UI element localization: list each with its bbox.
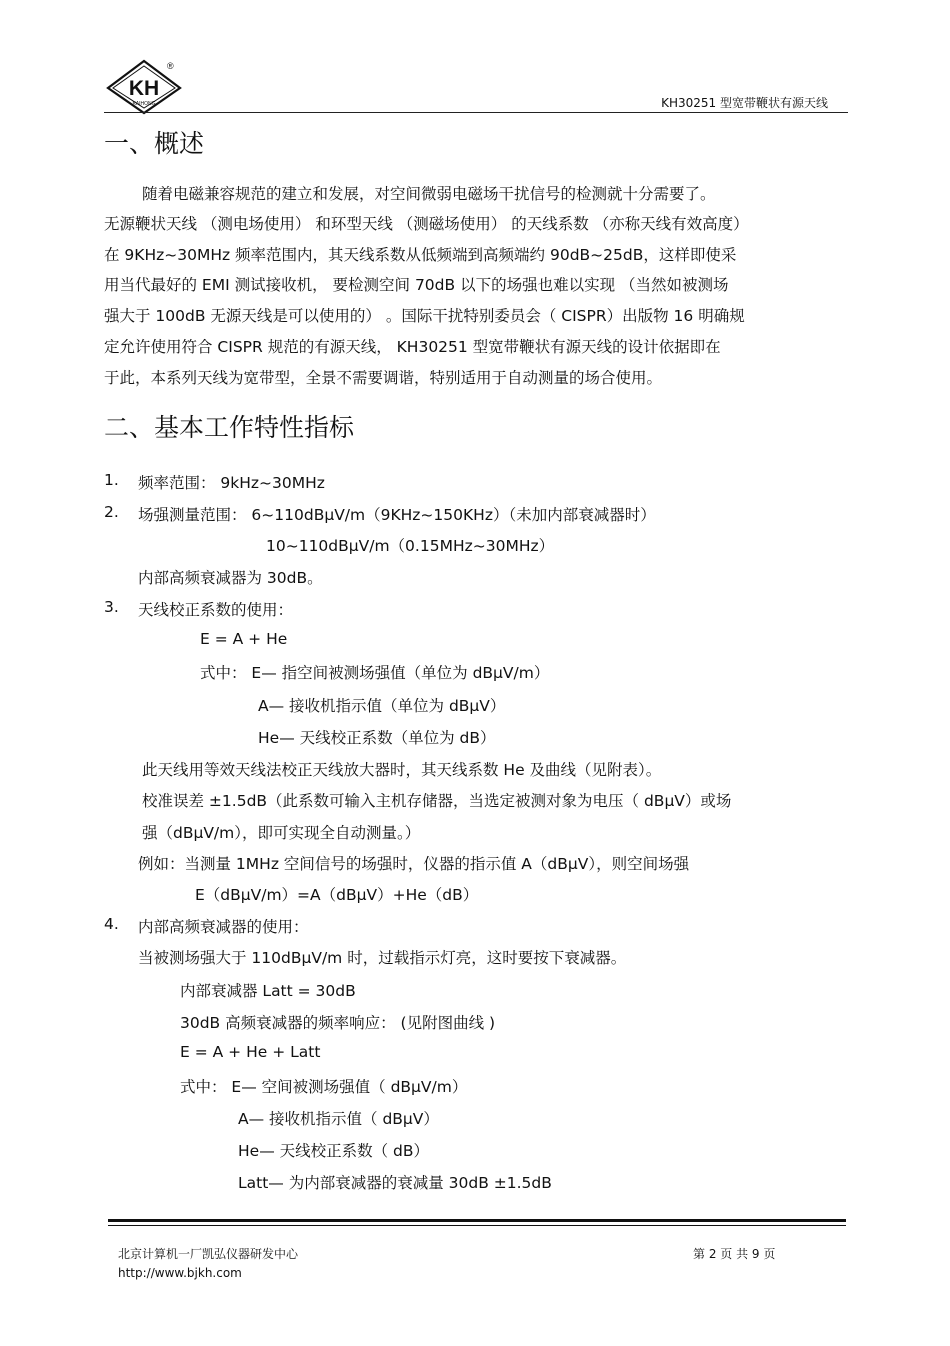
list-item: 此天线用等效天线法校正天线放大器时，其天线系数 He 及曲线（见附表）。 xyxy=(142,761,662,779)
header-divider xyxy=(104,112,848,113)
formula: E = A + He + Latt xyxy=(180,1043,321,1061)
paragraph-line: 随着电磁兼容规范的建立和发展，对空间微弱电磁场干扰信号的检测就十分需要了。 xyxy=(142,185,716,203)
list-item: 例如：当测量 1MHz 空间信号的场强时，仪器的指示值 A（dBμV），则空间场强 xyxy=(138,855,690,873)
paragraph-line: 定允许使用符合 CISPR 规范的有源天线， KH30251 型宽带鞭状有源天线的设计依据即在 xyxy=(104,338,721,356)
list-item: 场强测量范围： 6~110dBμV/m（9KHz~150KHz）（未加内部衰减器时） xyxy=(138,506,656,524)
formula-legend: 式中： E— 指空间被测场强值（单位为 dBμV/m） xyxy=(200,664,550,682)
section2-heading: 二、基本工作特性指标 xyxy=(104,413,355,442)
formula-legend: A— 接收机指示值（单位为 dBμV） xyxy=(258,697,506,715)
list-item: 天线校正系数的使用： xyxy=(138,601,294,619)
paragraph-line: 无源鞭状天线 （测电场使用） 和环型天线 （测磁场使用） 的天线系数 （亦称天线有效高度） xyxy=(104,215,749,233)
list-number: 2. xyxy=(104,503,119,521)
list-item: 内部衰减器 Latt = 30dB xyxy=(180,982,356,1000)
paragraph-line: 在 9KHz~30MHz 频率范围内，其天线系数从低频端到高频端约 90dB~25dB，这样即使采 xyxy=(104,246,737,264)
paragraph-line: 于此，本系列天线为宽带型，全景不需要调谐，特别适用于自动测量的场合使用。 xyxy=(104,369,663,387)
section1-heading: 一、概述 xyxy=(104,129,205,158)
list-item: 强（dBμV/m），即可实现全自动测量。） xyxy=(142,824,421,842)
kh-logo xyxy=(104,57,184,115)
list-number: 1. xyxy=(104,471,119,489)
formula-legend: A— 接收机指示值（ dBμV） xyxy=(238,1110,439,1128)
list-item: 频率范围： 9kHz~30MHz xyxy=(138,474,325,492)
footer-divider-thin xyxy=(108,1225,846,1226)
logo-text: KH xyxy=(128,77,160,100)
list-item: 校准误差 ±1.5dB（此系数可输入主机存储器，当选定被测对象为电压（ dBμV）或场 xyxy=(142,792,732,810)
formula: E = A + He xyxy=(200,630,288,648)
footer-org: 北京计算机一厂凯弘仪器研发中心 xyxy=(118,1247,299,1261)
list-item: 内部高频衰减器的使用： xyxy=(138,918,309,936)
list-item: 当被测场强大于 110dBμV/m 时，过载指示灯亮，这时要按下衰减器。 xyxy=(138,949,627,967)
formula-legend: He— 天线校正系数（单位为 dB） xyxy=(258,729,496,747)
footer-divider-thick xyxy=(108,1219,846,1222)
page-number: 第 2 页 共 9 页 xyxy=(693,1247,776,1261)
paragraph-line: 强大于 100dB 无源天线是可以使用的） 。国际干扰特别委员会（ CISPR）出版物 16 明确规 xyxy=(104,307,745,325)
list-item: 30dB 高频衰减器的频率响应： (见附图曲线 ) xyxy=(180,1014,496,1032)
header-title: KH30251 型宽带鞭状有源天线 xyxy=(661,96,828,110)
footer-url[interactable]: http://www.bjkh.com xyxy=(118,1266,242,1280)
logo-sub: KAIHONG xyxy=(132,101,156,107)
list-item: 内部高频衰减器为 30dB。 xyxy=(138,569,323,587)
formula-legend: He— 天线校正系数（ dB） xyxy=(238,1142,430,1160)
paragraph-line: 用当代最好的 EMI 测试接收机， 要检测空间 70dB 以下的场强也难以实现 （当然如被测场 xyxy=(104,276,729,294)
list-number: 3. xyxy=(104,598,119,616)
formula: E（dBμV/m）=A（dBμV）+He（dB） xyxy=(195,886,479,904)
list-item: 10~110dBμV/m（0.15MHz~30MHz） xyxy=(266,537,555,555)
formula-legend: 式中： E— 空间被测场强值（ dBμV/m） xyxy=(180,1078,468,1096)
list-number: 4. xyxy=(104,915,119,933)
formula-legend: Latt— 为内部衰减器的衰减量 30dB ±1.5dB xyxy=(238,1174,552,1192)
registered-mark: ® xyxy=(167,61,174,71)
